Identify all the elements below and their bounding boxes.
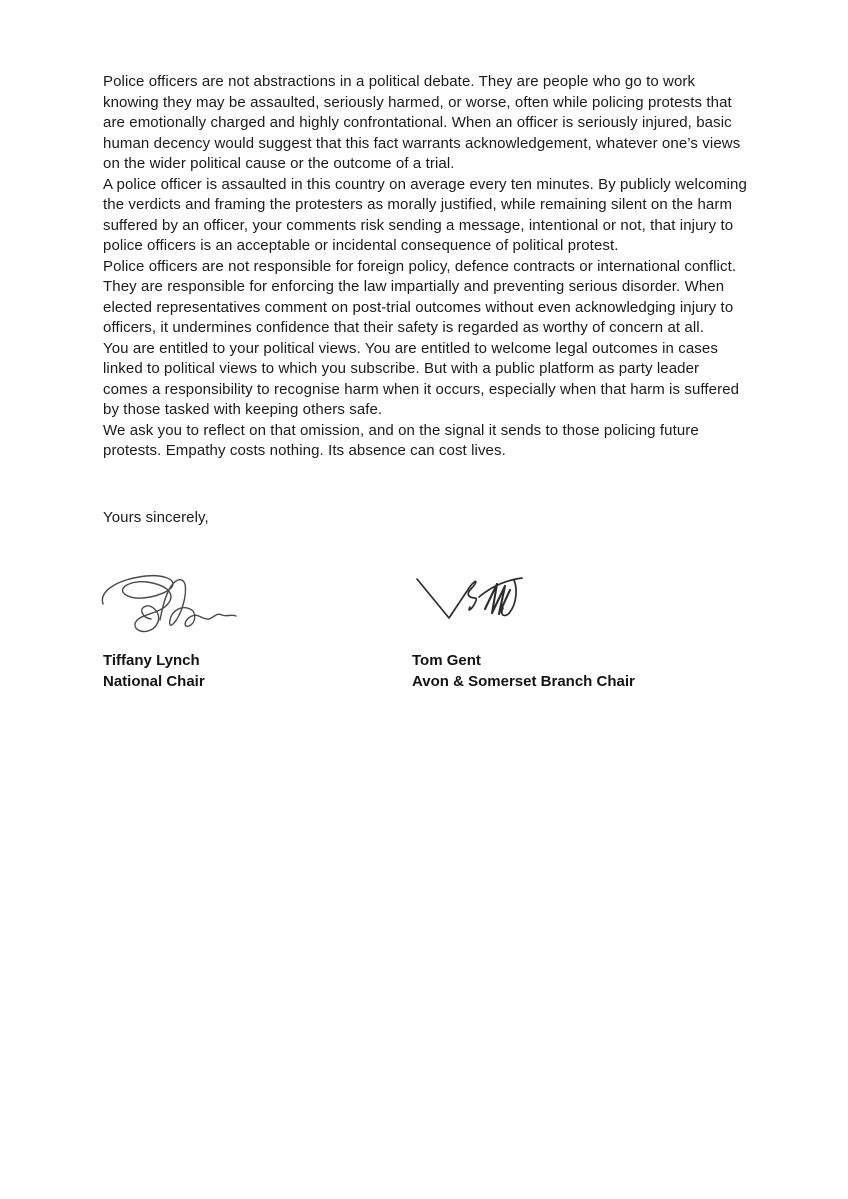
signatory-title: Avon & Somerset Branch Chair bbox=[412, 672, 635, 690]
paragraph-1: Police officers are not abstractions in a political debate. They are people who go to work knowing they may be assaulted, seriously harmed, or worse, often while policing protests that are emotionally charged and highly confrontational. When an officer is seriously injured, basic human decency would suggest that this fact warrants acknowledgement, whatever one’s views on the wider political cause or the outcome of a trial. bbox=[103, 73, 741, 172]
signatory-block-tom-gent bbox=[412, 560, 748, 692]
signatory-name: Tiffany Lynch bbox=[103, 651, 200, 669]
signatory-block-tiffany-lynch bbox=[103, 560, 412, 692]
letter-body bbox=[103, 0, 748, 692]
signatory-title: National Chair bbox=[103, 672, 205, 690]
paragraph-5: We ask you to reflect on that omission, and on the signal it sends to those policing future protests. Empathy costs nothing. Its absence can cost lives. bbox=[103, 421, 699, 459]
tom-gent-signature-icon bbox=[412, 566, 527, 628]
signature-area bbox=[412, 560, 748, 638]
signature-area bbox=[103, 560, 412, 638]
tiffany-lynch-signature-icon bbox=[99, 562, 247, 638]
paragraph-3: Police officers are not responsible for foreign policy, defence contracts or international conflict. They are responsible for enforcing the law impartially and preventing serious disorder. When elected representatives comment on post-trial outcomes without even acknowledging injury to officers, it undermines confidence that their safety is regarded as worthy of concern at all. bbox=[103, 257, 737, 336]
closing-salutation: Yours sincerely, bbox=[103, 508, 209, 526]
signatory-name: Tom Gent bbox=[412, 651, 481, 669]
paragraph-4: You are entitled to your political views. You are entitled to welcome legal outcomes in cases linked to political views to which you subscribe. But with a public platform as party leader comes a responsibility to recognise harm when it occurs, especially when that harm is suffered by those tasked with keeping others safe. bbox=[103, 339, 740, 418]
paragraph-2: A police officer is assaulted in this country on average every ten minutes. By publicly welcoming the verdicts and framing the protesters as morally justified, while remaining silent on the harm suffered by an officer, your comments risk sending a message, intentional or not, that injury to police officers is an acceptable or incidental consequence of political protest. bbox=[103, 175, 747, 254]
signature-row bbox=[103, 560, 748, 692]
